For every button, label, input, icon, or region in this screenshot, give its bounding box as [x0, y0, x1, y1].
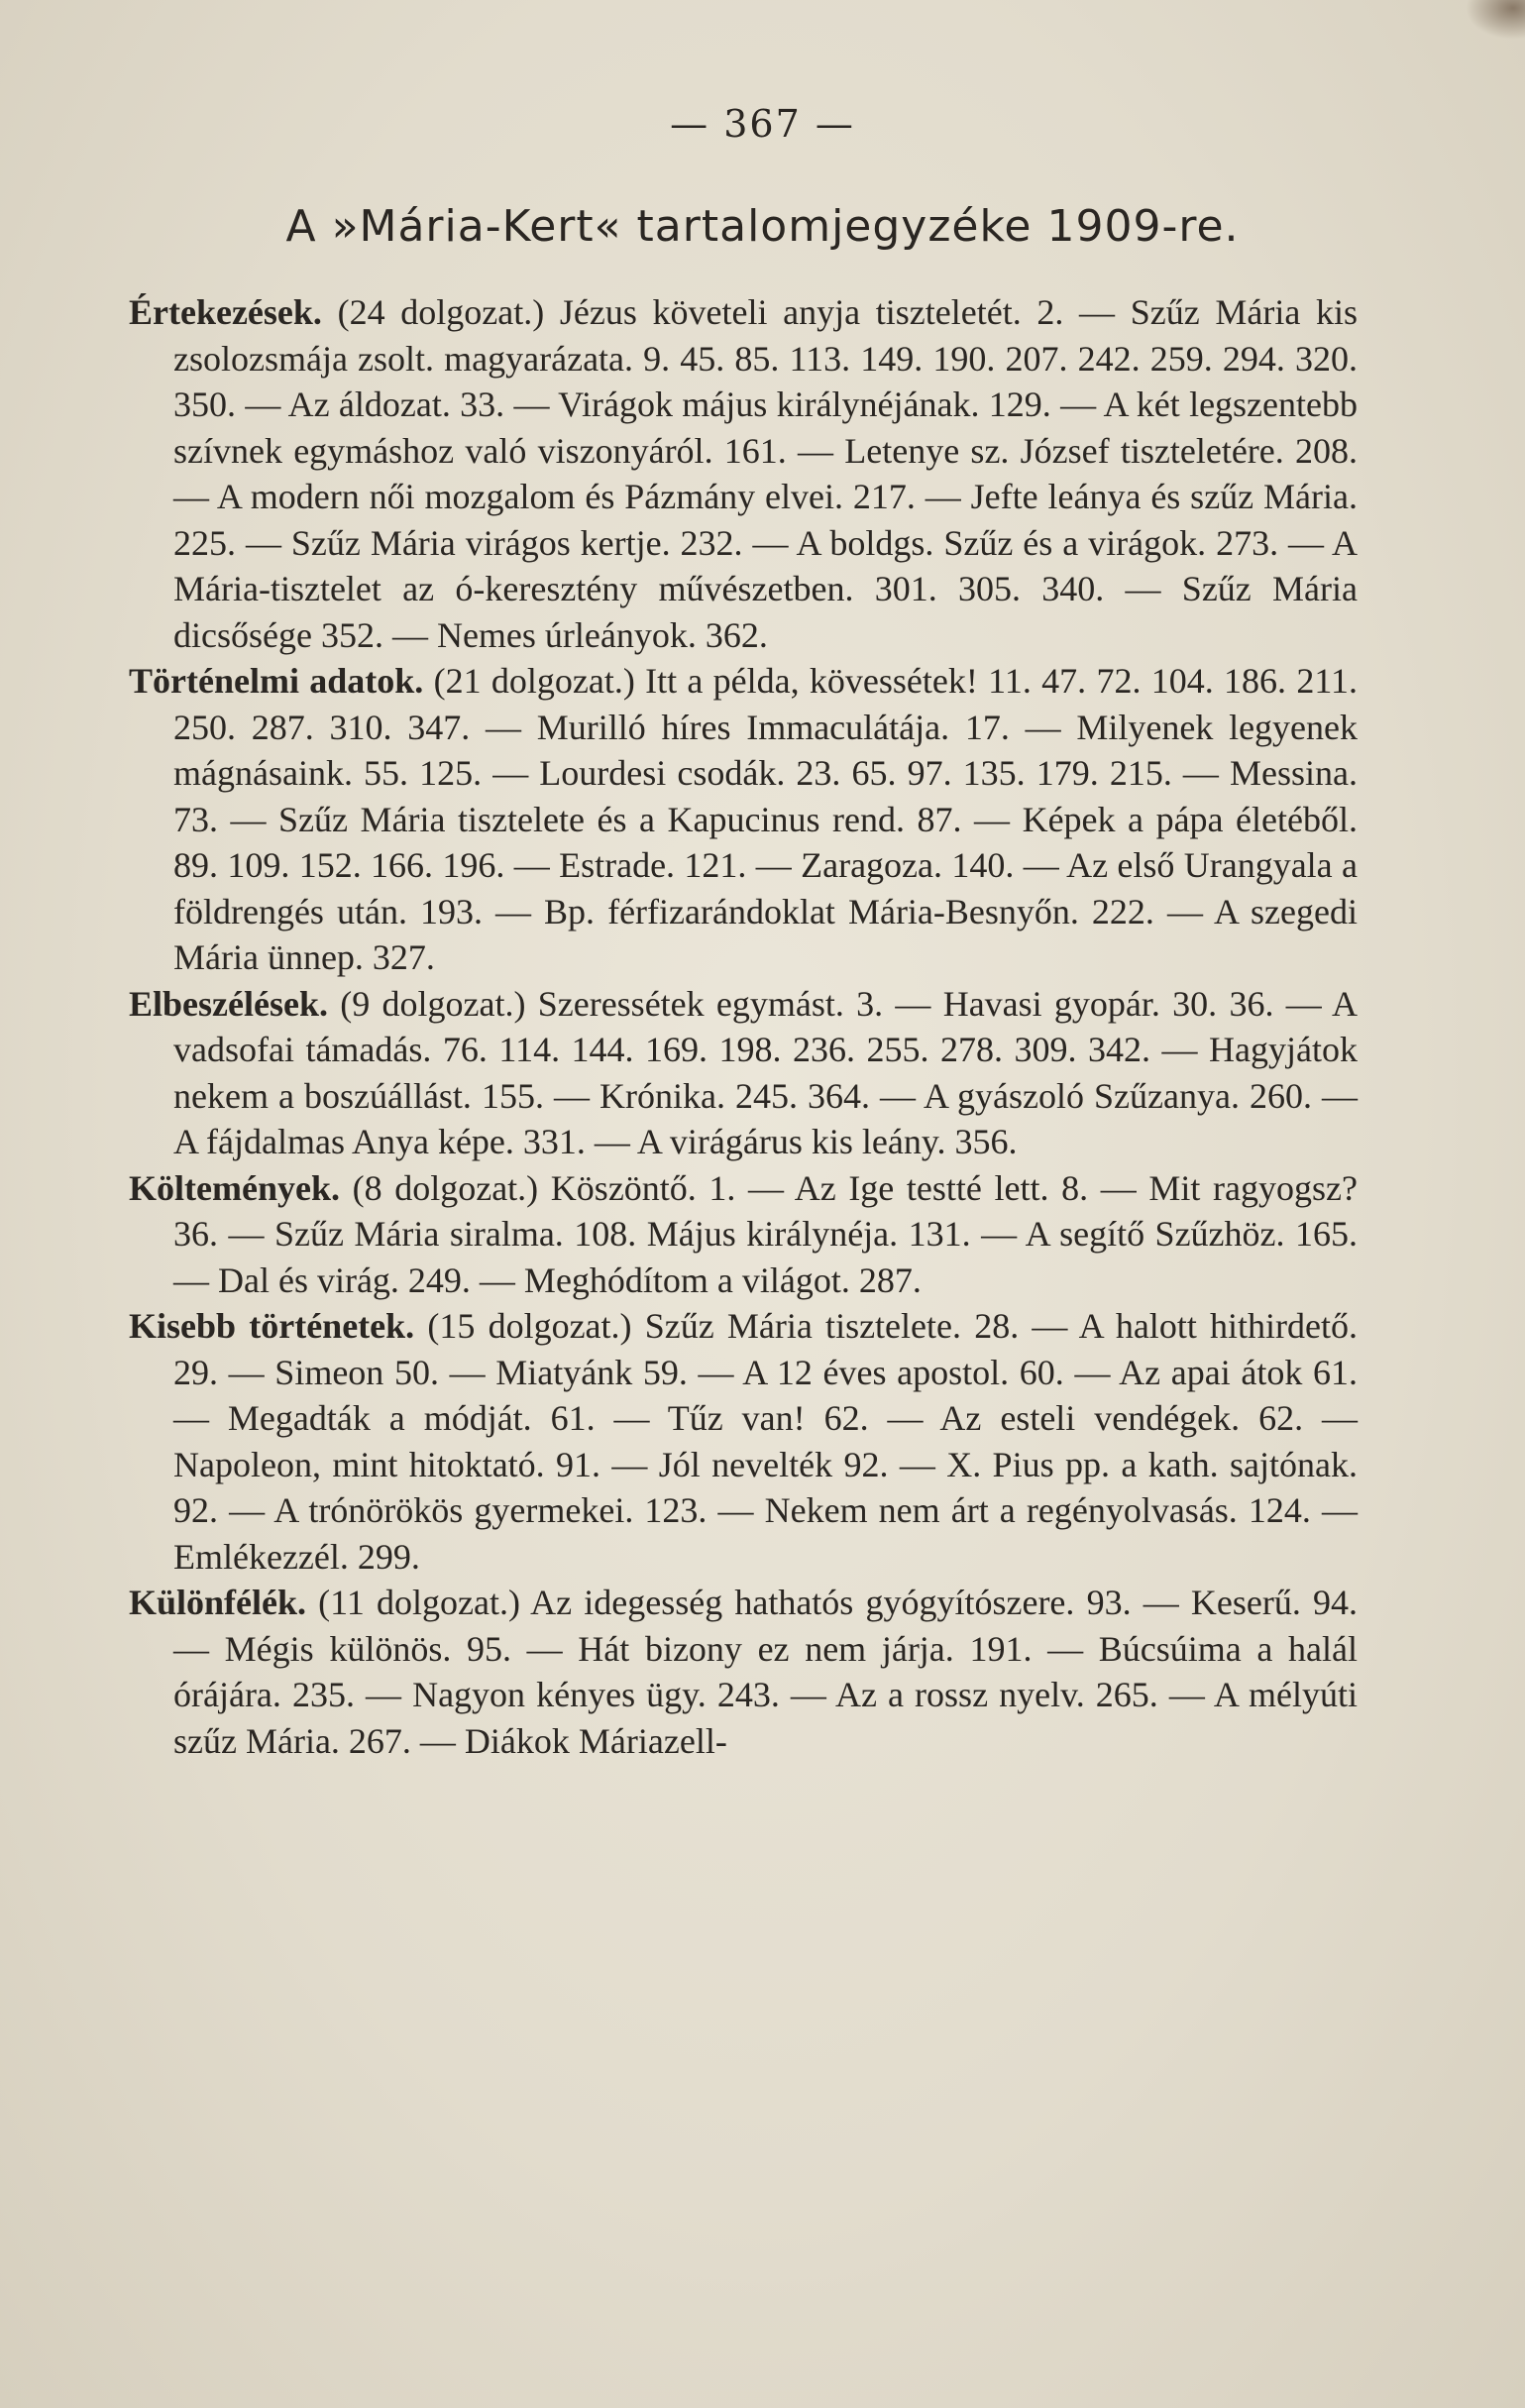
section-text: (15 dolgozat.) Szűz Mária tisztelete. 28. — A halott hithirdető. 29. — Simeon 50. — Miatyánk 59. — A 12 éves apostol. 60. — Az apai átok 61. — Megadták a módját. 61. — Tűz van! 62. — Az esteli vendégek. 62. — Napoleon, mint hitoktató. 91. — Jól nevelték 92. — X. Pius pp. a kath. sajtónak. 92. — A trónörökös gyermekei. 123. — Nekem nem árt a regényolvasás. 124. — Emlékezzél. 299. [173, 1306, 1358, 1577]
section-title: Értekezések. [129, 292, 322, 332]
page-title: A »Mária-Kert« tartalomjegyzéke 1909-re. [285, 201, 1240, 252]
section-tortenelmi-adatok [129, 658, 1358, 981]
section-text: (21 dolgozat.) Itt a példa, kövessétek! 11. 47. 72. 104. 186. 211. 250. 287. 310. 347. — Murilló híres Immaculátája. 17. — Milyenek legyenek mágnásaink. 55. 125. — Lourdesi csodák. 23. 65. 97. 135. 179. 215. — Messina. 73. — Szűz Mária tisztelete és a Kapucinus rend. 87. — Képek a pápa életéből. 89. 109. 152. 166. 196. — Estrade. 121. — Zaragoza. 140. — Az első Urangyala a földrengés után. 193. — Bp. férfizarándoklat Mária-Besnyőn. 222. — A szegedi Mária ünnep. 327. [173, 661, 1358, 977]
section-title: Költemények. [129, 1167, 340, 1208]
section-text: (24 dolgozat.) Jézus követeli anyja tiszteletét. 2. — Szűz Mária kis zsolozsmája zsolt. magyarázata. 9. 45. 85. 113. 149. 190. 207. 242. 259. 294. 320. 350. — Az áldozat. 33. — Virágok május királynéjának. 129. — A két legszentebb szívnek egymáshoz való viszonyáról. 161. — Letenye sz. József tiszteletére. 208. — A modern női mozgalom és Pázmány elvei. 217. — Jefte leánya és szűz Mária. 225. — Szűz Mária virágos kertje. 232. — A boldgs. Szűz és a virágok. 273. — A Mária-tisztelet az ó-keresztény művészetben. 301. 305. 340. — Szűz Mária dicsősége 352. — Nemes úrleányok. 362. [173, 292, 1358, 655]
section-title: Kisebb történetek. [129, 1306, 415, 1346]
section-text: (8 dolgozat.) Köszöntő. 1. — Az Ige testté lett. 8. — Mit ragyogsz? 36. — Szűz Mária siralma. 108. Május királynéja. 131. — A segítő Szűzhöz. 165. — Dal és virág. 249. — Meghódítom a világot. 287. [173, 1167, 1358, 1300]
page-number: — 367 — [670, 102, 855, 146]
section-ertekezesek [129, 289, 1358, 658]
table-of-contents [129, 289, 1358, 1764]
page-corner-stain [1466, 0, 1525, 40]
section-kulonfelek [129, 1580, 1358, 1764]
section-kisebb-tortenetek [129, 1303, 1358, 1580]
section-text: (9 dolgozat.) Szeressétek egymást. 3. — Havasi gyopár. 30. 36. — A vadsofai támadás. 76. 114. 144. 169. 198. 236. 255. 278. 309. 342. — Hagyjátok nekem a boszúállást. 155. — Krónika. 245. 364. — A gyászoló Szűzanya. 260. — A fájdalmas Anya képe. 331. — A virágárus kis leány. 356. [173, 983, 1358, 1161]
section-text: (11 dolgozat.) Az idegesség hathatós gyógyítószere. 93. — Keserű. 94. — Mégis különös. 95. — Hát bizony ez nem járja. 191. — Búcsúima a halál órájára. 235. — Nagyon kényes ügy. 243. — Az a rossz nyelv. 265. — A mélyúti szűz Mária. 267. — Diákok Máriazell- [173, 1583, 1358, 1761]
section-elbeszelesek [129, 981, 1358, 1165]
section-title: Elbeszélések. [129, 983, 328, 1024]
section-title: Különfélék. [129, 1583, 307, 1622]
section-koltemenyek [129, 1165, 1358, 1304]
section-title: Történelmi adatok. [129, 661, 424, 701]
